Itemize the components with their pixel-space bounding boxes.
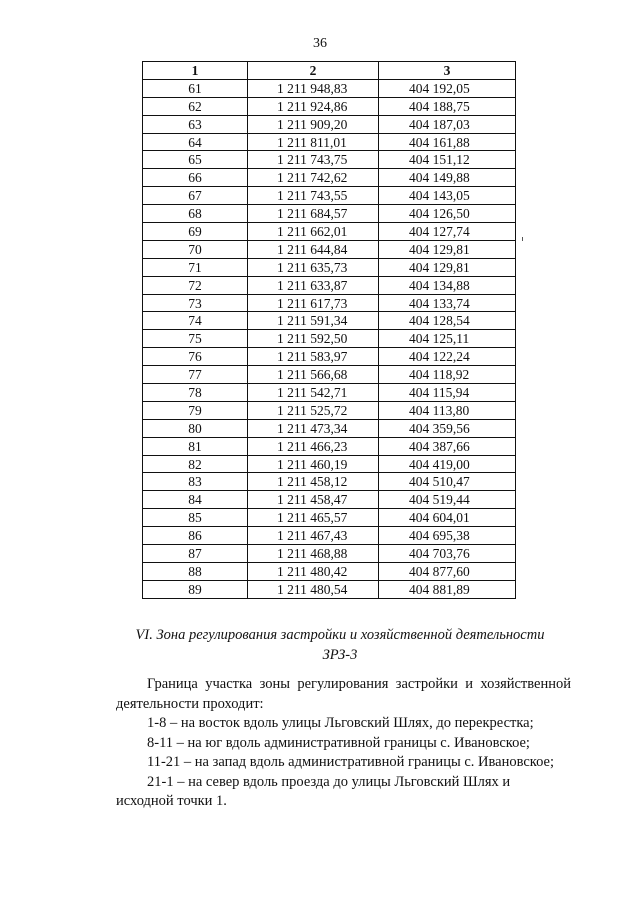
y-coordinate-cell: 404 122,24 bbox=[379, 348, 516, 366]
point-number-cell: 80 bbox=[143, 419, 248, 437]
y-coordinate-cell: 404 113,80 bbox=[379, 401, 516, 419]
x-coordinate-cell: 1 211 473,34 bbox=[248, 419, 379, 437]
y-coordinate-cell: 404 188,75 bbox=[379, 97, 516, 115]
point-number-cell: 73 bbox=[143, 294, 248, 312]
point-number-cell: 87 bbox=[143, 545, 248, 563]
table-row bbox=[143, 205, 516, 223]
x-coordinate-cell: 1 211 742,62 bbox=[248, 169, 379, 187]
table-row bbox=[143, 401, 516, 419]
intro-paragraph: Граница участка зоны регулирования застройки и хозяйственной деятельности проходит: bbox=[116, 676, 571, 712]
table-row bbox=[143, 97, 516, 115]
table-row bbox=[143, 455, 516, 473]
table-row bbox=[143, 223, 516, 241]
point-number-cell: 88 bbox=[143, 562, 248, 580]
point-number-cell: 65 bbox=[143, 151, 248, 169]
table-row bbox=[143, 366, 516, 384]
point-number-cell: 75 bbox=[143, 330, 248, 348]
x-coordinate-cell: 1 211 743,55 bbox=[248, 187, 379, 205]
y-coordinate-cell: 404 126,50 bbox=[379, 205, 516, 223]
y-coordinate-cell: 404 703,76 bbox=[379, 545, 516, 563]
table-row bbox=[143, 312, 516, 330]
y-coordinate-cell: 404 161,88 bbox=[379, 133, 516, 151]
x-coordinate-cell: 1 211 466,23 bbox=[248, 437, 379, 455]
boundary-item: 21-1 – на север вдоль проезда до улицы Льговский Шлях и исходной точки 1. bbox=[116, 773, 511, 809]
x-coordinate-cell: 1 211 480,54 bbox=[248, 580, 379, 598]
section-title-line-2: ЗРЗ-3 bbox=[322, 647, 358, 663]
x-coordinate-cell: 1 211 909,20 bbox=[248, 115, 379, 133]
boundary-item: 8-11 – на юг вдоль административной границы с. Ивановское; bbox=[147, 734, 530, 751]
x-coordinate-cell: 1 211 480,42 bbox=[248, 562, 379, 580]
point-number-cell: 72 bbox=[143, 276, 248, 294]
y-coordinate-cell: 404 877,60 bbox=[379, 562, 516, 580]
y-coordinate-cell: 404 151,12 bbox=[379, 151, 516, 169]
table-row bbox=[143, 527, 516, 545]
y-coordinate-cell: 404 115,94 bbox=[379, 384, 516, 402]
point-number-cell: 78 bbox=[143, 384, 248, 402]
table-row bbox=[143, 258, 516, 276]
coordinates-table bbox=[142, 61, 516, 599]
column-header-x: 2 bbox=[248, 62, 379, 80]
x-coordinate-cell: 1 211 583,97 bbox=[248, 348, 379, 366]
table-row bbox=[143, 562, 516, 580]
point-number-cell: 70 bbox=[143, 240, 248, 258]
x-coordinate-cell: 1 211 468,88 bbox=[248, 545, 379, 563]
point-number-cell: 61 bbox=[143, 79, 248, 97]
y-coordinate-cell: 404 129,81 bbox=[379, 258, 516, 276]
column-header-y: 3 bbox=[379, 62, 516, 80]
column-header-point: 1 bbox=[143, 62, 248, 80]
table-row bbox=[143, 330, 516, 348]
y-coordinate-cell: 404 127,74 bbox=[379, 223, 516, 241]
point-number-cell: 69 bbox=[143, 223, 248, 241]
y-coordinate-cell: 404 128,54 bbox=[379, 312, 516, 330]
table-row bbox=[143, 133, 516, 151]
table-row bbox=[143, 419, 516, 437]
y-coordinate-cell: 404 134,88 bbox=[379, 276, 516, 294]
x-coordinate-cell: 1 211 467,43 bbox=[248, 527, 379, 545]
x-coordinate-cell: 1 211 633,87 bbox=[248, 276, 379, 294]
y-coordinate-cell: 404 881,89 bbox=[379, 580, 516, 598]
x-coordinate-cell: 1 211 458,12 bbox=[248, 473, 379, 491]
point-number-cell: 82 bbox=[143, 455, 248, 473]
y-coordinate-cell: 404 149,88 bbox=[379, 169, 516, 187]
point-number-cell: 66 bbox=[143, 169, 248, 187]
section-title bbox=[0, 625, 640, 665]
x-coordinate-cell: 1 211 635,73 bbox=[248, 258, 379, 276]
boundary-description bbox=[116, 675, 571, 812]
y-coordinate-cell: 404 387,66 bbox=[379, 437, 516, 455]
table-row bbox=[143, 294, 516, 312]
table-row bbox=[143, 169, 516, 187]
table-row bbox=[143, 437, 516, 455]
y-coordinate-cell: 404 125,11 bbox=[379, 330, 516, 348]
point-number-cell: 89 bbox=[143, 580, 248, 598]
point-number-cell: 68 bbox=[143, 205, 248, 223]
scan-mark bbox=[522, 237, 523, 241]
y-coordinate-cell: 404 604,01 bbox=[379, 509, 516, 527]
x-coordinate-cell: 1 211 458,47 bbox=[248, 491, 379, 509]
y-coordinate-cell: 404 519,44 bbox=[379, 491, 516, 509]
y-coordinate-cell: 404 118,92 bbox=[379, 366, 516, 384]
table-row bbox=[143, 79, 516, 97]
table-row bbox=[143, 348, 516, 366]
table-row bbox=[143, 240, 516, 258]
y-coordinate-cell: 404 187,03 bbox=[379, 115, 516, 133]
table-row bbox=[143, 509, 516, 527]
point-number-cell: 74 bbox=[143, 312, 248, 330]
point-number-cell: 81 bbox=[143, 437, 248, 455]
point-number-cell: 67 bbox=[143, 187, 248, 205]
table-row bbox=[143, 187, 516, 205]
point-number-cell: 85 bbox=[143, 509, 248, 527]
table-row bbox=[143, 545, 516, 563]
x-coordinate-cell: 1 211 811,01 bbox=[248, 133, 379, 151]
table-body bbox=[143, 79, 516, 598]
y-coordinate-cell: 404 510,47 bbox=[379, 473, 516, 491]
point-number-cell: 63 bbox=[143, 115, 248, 133]
x-coordinate-cell: 1 211 591,34 bbox=[248, 312, 379, 330]
table-row bbox=[143, 115, 516, 133]
point-number-cell: 83 bbox=[143, 473, 248, 491]
point-number-cell: 86 bbox=[143, 527, 248, 545]
boundary-item: 11-21 – на запад вдоль административной границы с. Ивановское; bbox=[147, 754, 554, 770]
y-coordinate-cell: 404 419,00 bbox=[379, 455, 516, 473]
table-row bbox=[143, 151, 516, 169]
x-coordinate-cell: 1 211 460,19 bbox=[248, 455, 379, 473]
table-row bbox=[143, 473, 516, 491]
page-number: 36 bbox=[313, 36, 327, 51]
x-coordinate-cell: 1 211 525,72 bbox=[248, 401, 379, 419]
x-coordinate-cell: 1 211 684,57 bbox=[248, 205, 379, 223]
x-coordinate-cell: 1 211 644,84 bbox=[248, 240, 379, 258]
section-title-line-1: VI. Зона регулирования застройки и хозяйственной деятельности bbox=[135, 627, 545, 643]
x-coordinate-cell: 1 211 948,83 bbox=[248, 79, 379, 97]
point-number-cell: 76 bbox=[143, 348, 248, 366]
point-number-cell: 84 bbox=[143, 491, 248, 509]
y-coordinate-cell: 404 359,56 bbox=[379, 419, 516, 437]
x-coordinate-cell: 1 211 592,50 bbox=[248, 330, 379, 348]
table-row bbox=[143, 491, 516, 509]
x-coordinate-cell: 1 211 617,73 bbox=[248, 294, 379, 312]
point-number-cell: 71 bbox=[143, 258, 248, 276]
y-coordinate-cell: 404 129,81 bbox=[379, 240, 516, 258]
point-number-cell: 62 bbox=[143, 97, 248, 115]
table-row bbox=[143, 384, 516, 402]
table-row bbox=[143, 580, 516, 598]
y-coordinate-cell: 404 133,74 bbox=[379, 294, 516, 312]
x-coordinate-cell: 1 211 542,71 bbox=[248, 384, 379, 402]
table-row bbox=[143, 276, 516, 294]
point-number-cell: 79 bbox=[143, 401, 248, 419]
y-coordinate-cell: 404 695,38 bbox=[379, 527, 516, 545]
x-coordinate-cell: 1 211 566,68 bbox=[248, 366, 379, 384]
x-coordinate-cell: 1 211 743,75 bbox=[248, 151, 379, 169]
x-coordinate-cell: 1 211 924,86 bbox=[248, 97, 379, 115]
y-coordinate-cell: 404 192,05 bbox=[379, 79, 516, 97]
point-number-cell: 77 bbox=[143, 366, 248, 384]
x-coordinate-cell: 1 211 465,57 bbox=[248, 509, 379, 527]
table-header-row bbox=[143, 62, 516, 80]
x-coordinate-cell: 1 211 662,01 bbox=[248, 223, 379, 241]
y-coordinate-cell: 404 143,05 bbox=[379, 187, 516, 205]
point-number-cell: 64 bbox=[143, 133, 248, 151]
boundary-item: 1-8 – на восток вдоль улицы Льговский Шлях, до перекрестка; bbox=[147, 715, 534, 731]
